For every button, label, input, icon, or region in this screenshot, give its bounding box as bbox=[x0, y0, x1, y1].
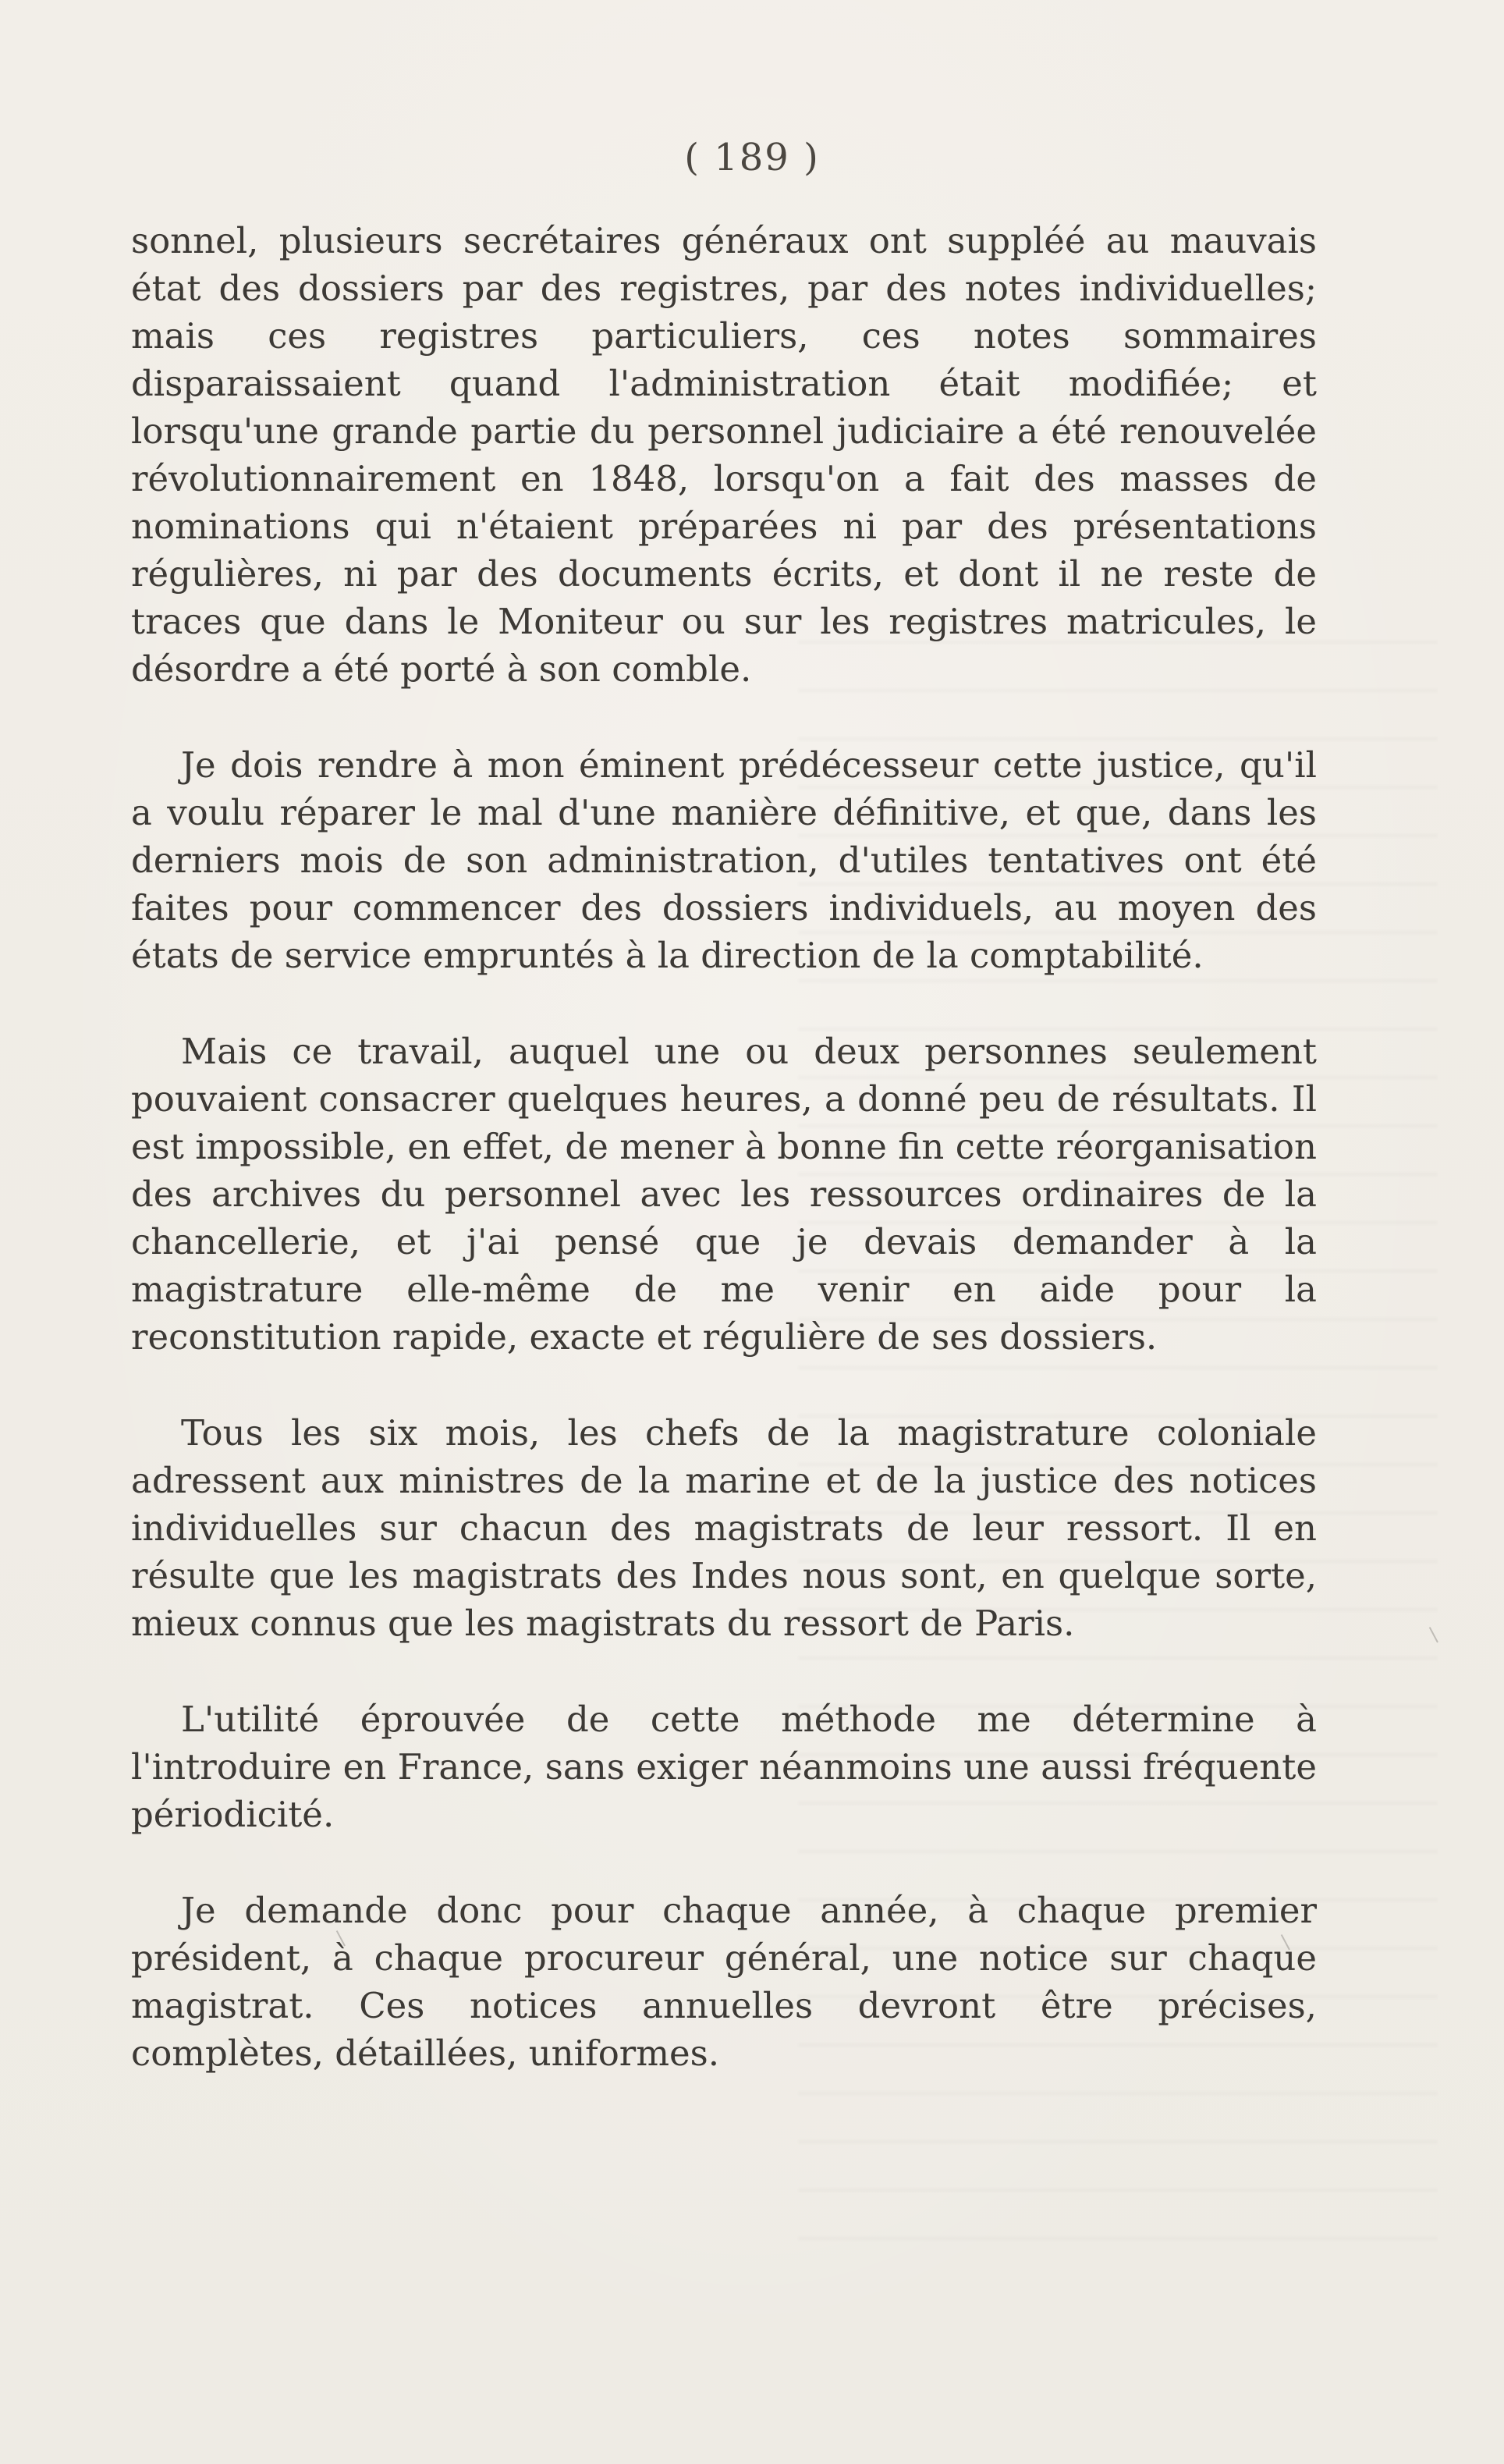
paper-speck bbox=[1429, 1622, 1448, 1643]
paragraph-3: Mais ce travail, auquel une ou deux personnes seulement pouvaient consacrer quelques heures, a donné peu de résultats. Il est impossible, en effet, de mener à bonne fin cette réorganisation des archives du personnel avec les ressources ordinaires de la chancellerie, et j'ai pensé que je devais demander à la magistrature elle-même de me venir en aide pour la reconstitution rapide, exacte et régulière de ses dossiers. bbox=[131, 1031, 1317, 1358]
paragraph-5: L'utilité éprouvée de cette méthode me détermine à l'introduire en France, sans exiger néanmoins une aussi fréquente périodicité. bbox=[131, 1699, 1317, 1835]
paragraph-6: Je demande donc pour chaque année, à chaque premier président, à chaque procureur général, une notice sur chaque magistrat. Ces notices annuelles devront être précises, complètes, détaillées, uniformes. bbox=[131, 1890, 1317, 2074]
paragraph-4: Tous les six mois, les chefs de la magistrature coloniale adressent aux ministres de la marine et de la justice des notices individuelles sur chacun des magistrats de leur ressort. Il en résulte que les magistrats des Indes nous sont, en quelque sorte, mieux connus que les magistrats du ressort de Paris. bbox=[131, 1412, 1317, 1644]
body-text bbox=[131, 217, 1317, 2125]
paragraph-2: Je dois rendre à mon éminent prédécesseur cette justice, qu'il a voulu réparer le mal d'une manière définitive, et que, dans les derniers mois de son administration, d'utiles tentatives ont été faites pour commencer des dossiers individuels, au moyen des états de service empruntés à la direction de la comptabilité. bbox=[131, 744, 1317, 976]
page-number: ( 189 ) bbox=[684, 136, 820, 179]
paragraph-1: sonnel, plusieurs secrétaires généraux ont suppléé au mauvais état des dossiers par des registres, par des notes individuelles; mais ces registres particuliers, ces notes sommaires disparaissaient quand l'administration était modifiée; et lorsqu'une grande partie du personnel judiciaire a été renouvelée révolutionnairement en 1848, lorsqu'on a fait des masses de nominations qui n'étaient préparées ni par des présentations régulières, ni par des documents écrits, et dont il ne reste de traces que dans le Moniteur ou sur les registres matricules, le désordre a été porté à son comble. bbox=[131, 220, 1317, 690]
